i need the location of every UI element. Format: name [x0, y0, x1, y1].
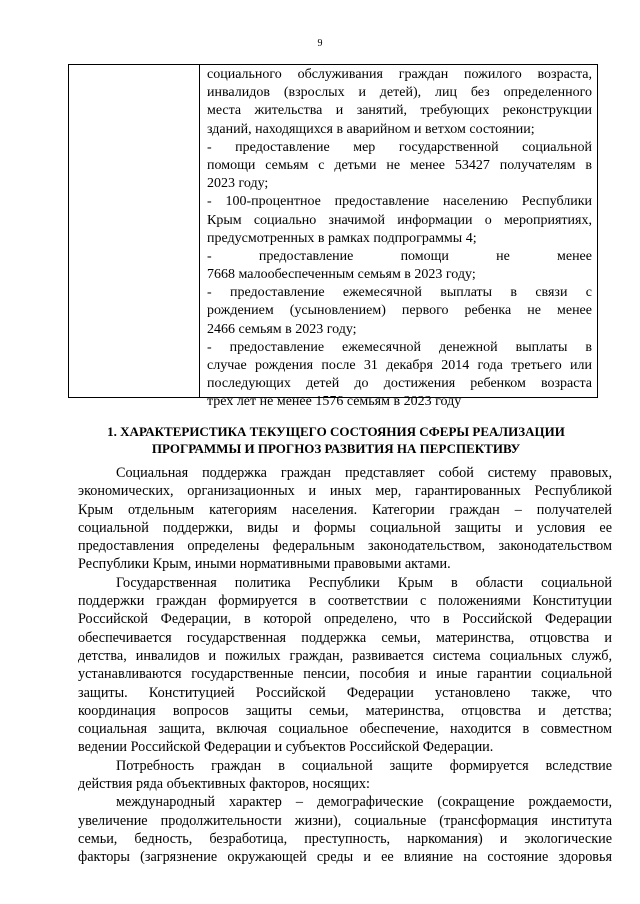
- table-text-line: социального обслуживания граждан пожилого возраста,: [207, 67, 592, 82]
- table-text-line: 7668 малообеспеченным семьям в 2023 году;: [207, 267, 476, 283]
- table-text-line: зданий, находящихся в аварийном и ветхом состоянии;: [207, 121, 535, 137]
- table-text-line: - предоставление мер государственной социальной: [207, 139, 592, 155]
- body-text: [78, 464, 612, 867]
- paragraph-line: предоставления определены федеральным законодательством, законодательством: [78, 538, 612, 555]
- paragraph-line: устанавливаются государственные пенсии, пособия и иные гарантии социальной: [78, 666, 612, 683]
- paragraph-line: Государственная политика Республики Крым в области социальной: [116, 574, 612, 591]
- page-number: 9: [317, 38, 323, 49]
- table-text-line: случае рождения после 31 декабря 2014 года третьего или: [207, 358, 592, 373]
- paragraph-line: поддержки граждан формируется в соответствии с положениями Конституции: [78, 593, 612, 610]
- paragraph-line: Республики Крым, иными нормативными правовыми актами.: [78, 556, 451, 573]
- table-text-line: предусмотренных в рамках подпрограммы 4;: [207, 230, 477, 246]
- paragraph-line: социальной поддержки, виды и формы социальной защиты и условия ее: [78, 519, 612, 536]
- paragraph-line: действия ряда объективных факторов, носящих:: [78, 776, 370, 793]
- paragraph-line: социальная защита, включая социальное обеспечение, находится в совместном: [78, 721, 612, 738]
- paragraph-line: международный характер – демографические (сокращение рождаемости,: [116, 794, 612, 811]
- paragraph-line: обеспечивается государственная поддержка семьи, материнства, отцовства и: [78, 629, 612, 646]
- table-text-line: рождением (усыновлением) первого ребенка не менее: [207, 303, 592, 319]
- table-right-cell: [207, 66, 592, 412]
- paragraph-line: Социальная поддержка граждан представляет собой систему правовых,: [116, 465, 612, 481]
- paragraph-line: семьи, бедность, безработица, преступность, наркомания) и экологические: [78, 830, 612, 847]
- table-left-cell: [69, 65, 200, 397]
- paragraph-line: Российской Федерации, в которой определено, что в Российской Федерации: [78, 611, 612, 628]
- table-text-line: места жительства и занятий, требующих реконструкции: [207, 103, 592, 119]
- table-text-line: - предоставление помощи не менее: [207, 248, 592, 264]
- table-text-line: - 100-процентное предоставление населению Республики: [207, 194, 592, 210]
- table-text-line: инвалидов (взрослых и детей), лиц без определенного: [207, 85, 592, 101]
- table-text-line: 2466 семьям в 2023 году;: [207, 321, 357, 337]
- table-text-line: трех лет не менее 1576 семьям в 2023 году: [207, 394, 462, 410]
- table-text-line: 2023 году;: [207, 176, 269, 192]
- paragraph-line: координация вопросов защиты семьи, материнства, отцовства и детства;: [78, 702, 612, 719]
- paragraph-line: Потребность граждан в социальной защите формируется вследствие: [116, 757, 612, 774]
- section-heading-line: 1. ХАРАКТЕРИСТИКА ТЕКУЩЕГО СОСТОЯНИЯ СФЕРЫ РЕАЛИЗАЦИИ: [107, 424, 565, 439]
- table-text-line: последующих детей до достижения ребенком возраста: [207, 376, 592, 392]
- section-heading-line: ПРОГРАММЫ И ПРОГНОЗ РАЗВИТИЯ НА ПЕРСПЕКТИВУ: [151, 441, 521, 456]
- section-heading: [96, 423, 576, 457]
- table-text-line: помощи семьям с детьми не менее 53427 получателям в: [207, 157, 592, 173]
- paragraph-line: детства, инвалидов и пожилых граждан, развивается система социальных служб,: [78, 647, 612, 664]
- paragraph-line: защиты. Конституцией Российской Федерации установлено также, что: [78, 684, 612, 701]
- paragraph-line: увеличение продолжительности жизни), социальные (трансформация института: [78, 812, 612, 829]
- paragraph-line: Крым отдельным категориям населения. Категории граждан – получателей: [78, 501, 612, 518]
- paragraph-line: факторы (загрязнение окружающей среды и ее влияние на состояние здоровья: [78, 849, 612, 866]
- table-text-line: Крым социально значимой информации о мероприятиях,: [207, 212, 592, 228]
- results-table: [68, 64, 598, 410]
- table-text-line: - предоставление ежемесячной выплаты в связи с: [207, 285, 592, 301]
- table-text-line: - предоставление ежемесячной денежной выплаты в: [207, 339, 592, 355]
- paragraph-line: ведении Российской Федерации и субъектов Российской Федерации.: [78, 739, 494, 756]
- paragraph-line: экономических, организационных и иных мер, гарантированных Республикой: [78, 483, 612, 500]
